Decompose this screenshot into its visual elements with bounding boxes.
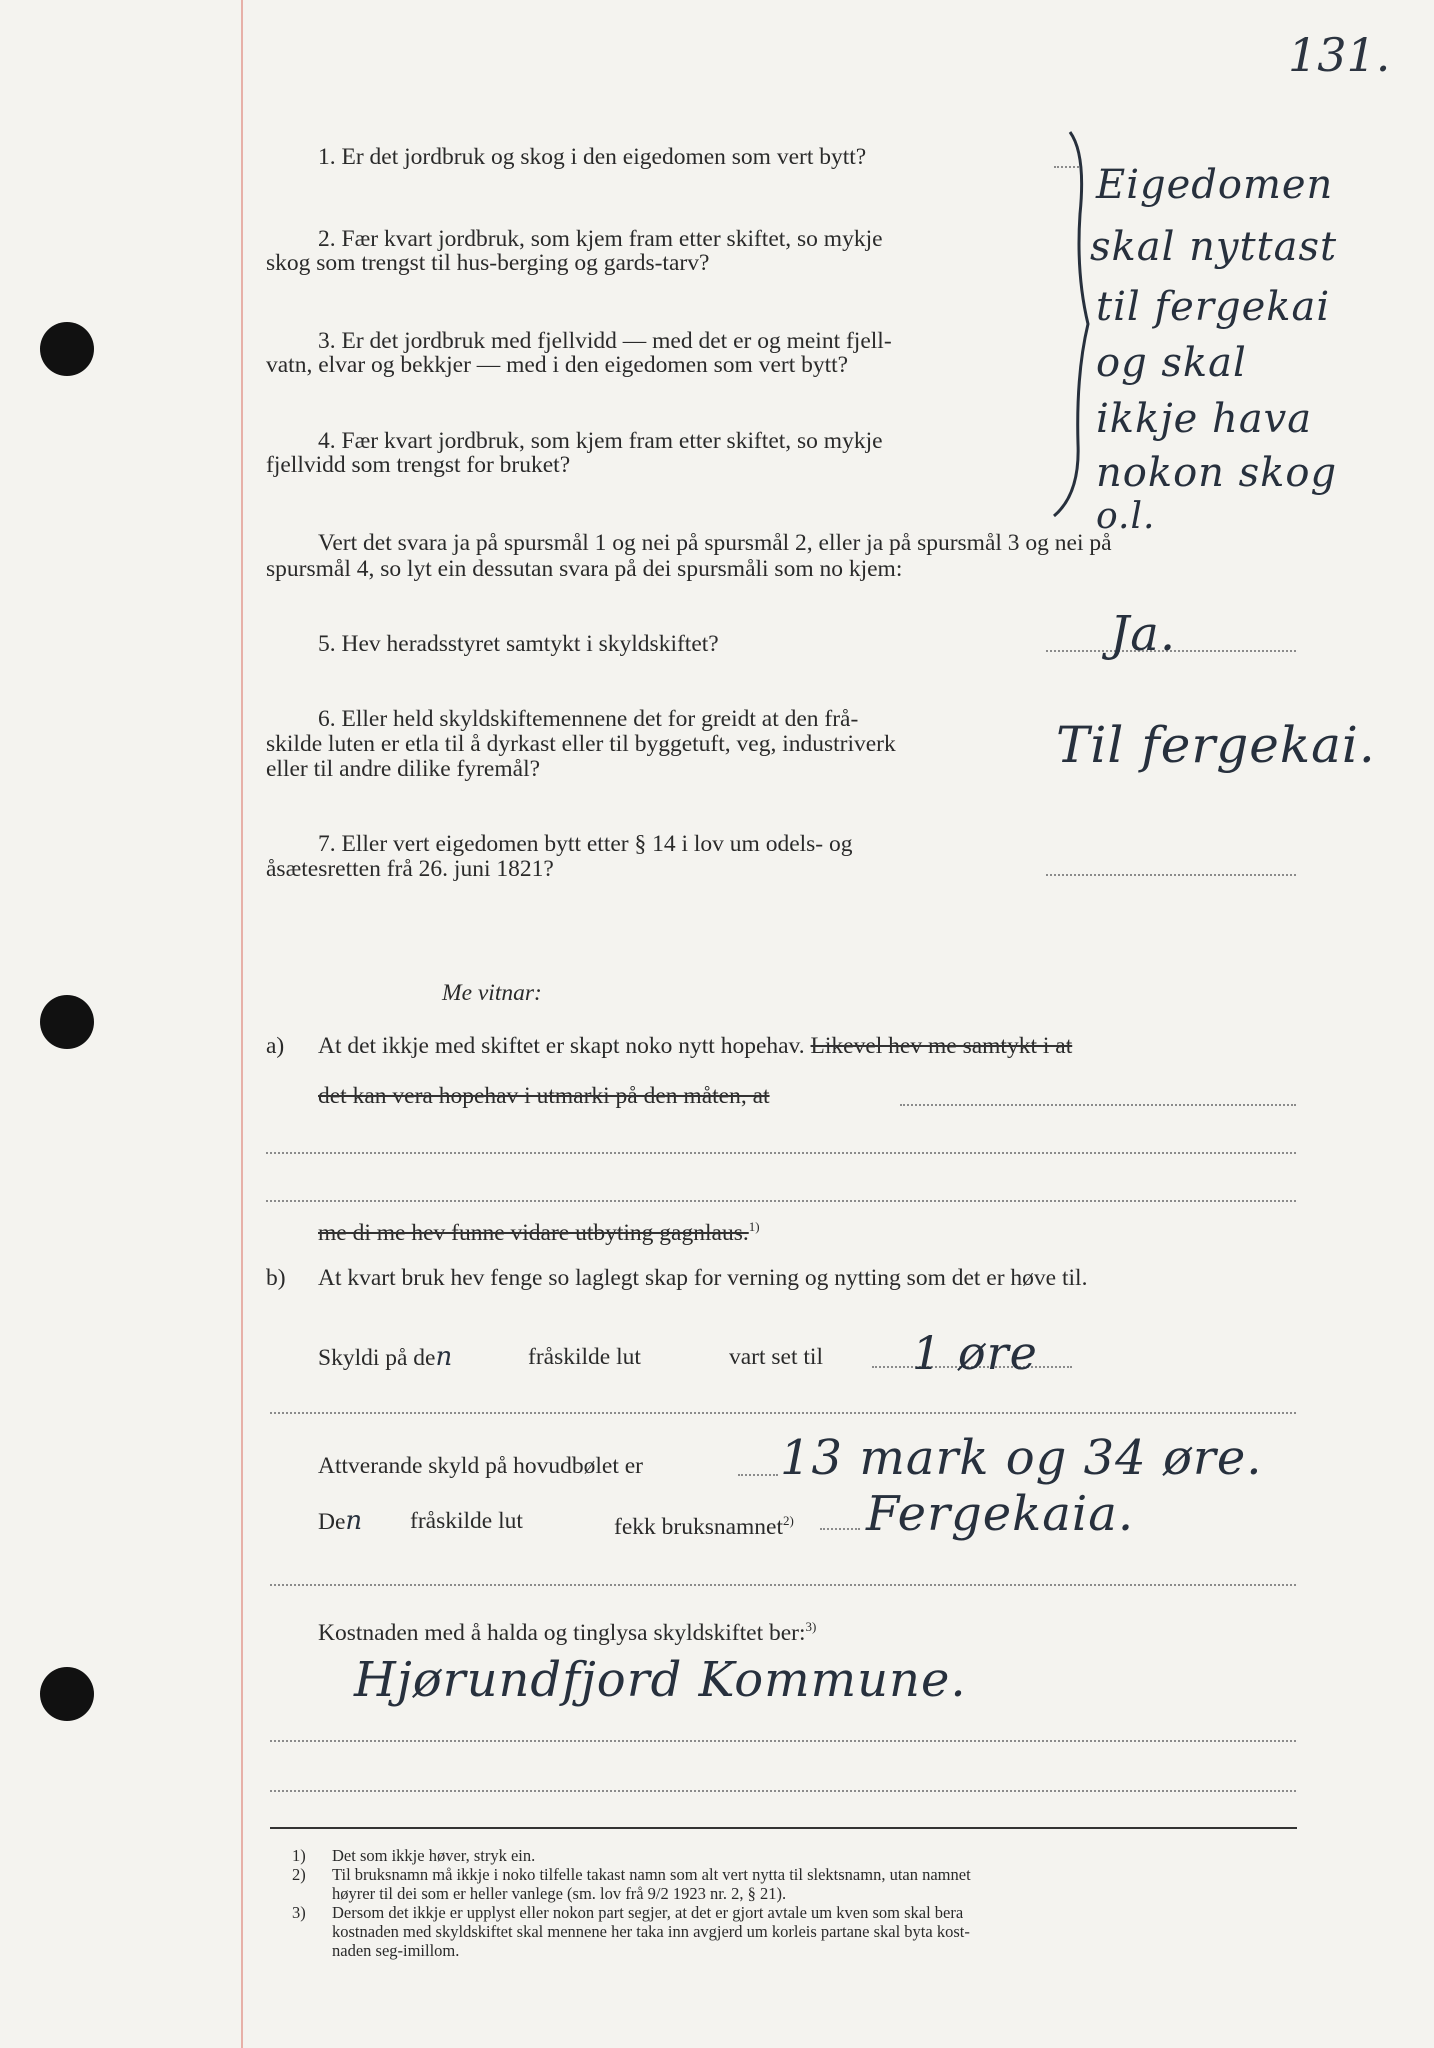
item-a-label: a)	[266, 1033, 285, 1059]
handwritten-answer-6: Til fergekai.	[1056, 716, 1376, 774]
item-b-label: b)	[266, 1265, 286, 1291]
answer-line	[738, 1474, 778, 1476]
witness-heading: Me vitnar:	[442, 980, 542, 1006]
question-5: 5. Hev heradsstyret samtykt i skyldskiftet?	[318, 631, 719, 657]
skyldi-label-1: Skyldi på den	[318, 1342, 454, 1372]
question-2-line-1: 2. Fær kvart jordbruk, som kjem fram etter skiftet, so mykje	[318, 226, 883, 252]
attverande-label: Attverande skyld på hovudbølet er	[318, 1453, 643, 1479]
handwritten-line: o.l.	[1096, 496, 1156, 537]
handwritten-kostnad: Hjørundfjord Kommune.	[354, 1652, 967, 1708]
item-a-struck-line-3: me di me hev funne vidare utbyting gagnlaus.$^{1)}$	[318, 1219, 760, 1246]
footnote-3-line-1: Dersom det ikkje er upplyst eller nokon part segjer, at det er gjort avtale um kven som skal bera	[332, 1903, 964, 1922]
blank-line	[266, 1152, 1296, 1154]
kostnad-label: Kostnaden med å halda og tinglysa skyldskiftet ber:$^{3)}$	[318, 1619, 817, 1646]
blank-line	[270, 1584, 1296, 1586]
question-6-line-1: 6. Eller held skyldskiftemennene det for greidt at den frå-	[318, 706, 859, 732]
punch-hole-bottom	[40, 1667, 94, 1721]
question-6-line-3: eller til andre dilike fyremål?	[266, 756, 541, 782]
answer-line	[820, 1528, 860, 1530]
blank-line	[270, 1790, 1296, 1792]
footnote-1-label: 1)	[292, 1846, 306, 1865]
margin-line	[241, 0, 243, 2048]
brace-mark	[1040, 124, 1100, 524]
footnote-2-line-2: høyrer til dei som er heller vanlege (sm. lov frå 9/2 1923 nr. 2, § 21).	[332, 1884, 787, 1903]
question-3-line-1: 3. Er det jordbruk med fjellvidd — med det er og meint fjell-	[318, 328, 892, 354]
struck-text: Likevel hev me samtykt i at	[810, 1033, 1073, 1059]
handwritten-line: ikkje hava	[1096, 396, 1313, 442]
skyldi-label-3: vart set til	[729, 1344, 823, 1370]
answer-line	[1046, 874, 1296, 876]
footnote-3-label: 3)	[292, 1903, 306, 1922]
question-7-line-2: åsætesretten frå 26. juni 1821?	[266, 856, 554, 882]
question-1: 1. Er det jordbruk og skog i den eigedomen som vert bytt?	[318, 144, 867, 170]
handwritten-answer-5: Ja.	[1110, 606, 1177, 662]
skyldi-label-2: fråskilde lut	[528, 1344, 641, 1370]
question-7-line-1: 7. Eller vert eigedomen bytt etter § 14 i lov um odels- og	[318, 831, 853, 857]
footnote-1: Det som ikkje høver, stryk ein.	[332, 1846, 536, 1865]
blank-line	[270, 1412, 1296, 1414]
punch-hole-top	[40, 322, 94, 376]
footnote-3-line-2: kostnaden med skyldskiftet skal mennene her taka inn avgjerd um korleis partane skal byta kost-	[332, 1922, 970, 1941]
handwritten-line: Eigedomen	[1096, 162, 1334, 208]
den-label-3: fekk bruksnamnet$^{2)}$	[614, 1513, 794, 1540]
intro-line-2: spursmål 4, so lyt ein dessutan svara på dei spursmåli som no kjem:	[266, 556, 903, 582]
handwritten-line: og skal	[1096, 340, 1247, 386]
footnote-2-label: 2)	[292, 1865, 306, 1884]
question-6-line-2: skilde luten er etla til å dyrkast eller til byggetuft, veg, industriverk	[266, 731, 896, 757]
intro-line-1: Vert det svara ja på spursmål 1 og nei på spursmål 2, eller ja på spursmål 3 og nei på	[318, 530, 1112, 556]
question-4-line-1: 4. Fær kvart jordbruk, som kjem fram etter skiftet, so mykje	[318, 428, 883, 454]
question-4-line-2: fjellvidd som trengst for bruket?	[266, 452, 571, 478]
blank-line	[266, 1200, 1296, 1202]
footnote-2-line-1: Til bruksnamn må ikkje i noko tilfelle takast namn som alt vert nytta til slektsnamn, utan namnet	[332, 1865, 971, 1884]
handwritten-line: skal nyttast	[1090, 224, 1338, 270]
item-a-struck-line-2: det kan vera hopehav i utmarki på den måten, at	[318, 1083, 770, 1109]
footnote-3-line-3: naden seg-imillom.	[332, 1941, 460, 1960]
item-b-text: At kvart bruk hev fenge so laglegt skap for verning og nytting som det er høve til.	[318, 1265, 1088, 1291]
blank-line	[270, 1740, 1296, 1742]
handwritten-hovudbol: 13 mark og 34 øre.	[780, 1430, 1263, 1486]
question-3-line-2: vatn, elvar og bekkjer — med i den eigedomen som vert bytt?	[266, 352, 849, 378]
item-a-text: At det ikkje med skiftet er skapt noko nytt hopehav. Likevel hev me samtykt i at	[318, 1033, 1073, 1059]
blank-line	[900, 1104, 1296, 1106]
den-label-1: Den	[318, 1506, 364, 1536]
question-2-line-2: skog som trengst til hus-berging og gards-tarv?	[266, 250, 710, 276]
den-label-2: fråskilde lut	[410, 1508, 523, 1534]
punch-hole-middle	[40, 995, 94, 1049]
handwritten-skyld: 1 øre	[912, 1326, 1038, 1380]
footnote-rule	[270, 1827, 1297, 1829]
page-number: 131.	[1288, 28, 1391, 82]
handwritten-line: til fergekai	[1096, 284, 1331, 330]
handwritten-line: nokon skog	[1096, 450, 1338, 496]
handwritten-bruksnamn: Fergekaia.	[866, 1486, 1135, 1542]
